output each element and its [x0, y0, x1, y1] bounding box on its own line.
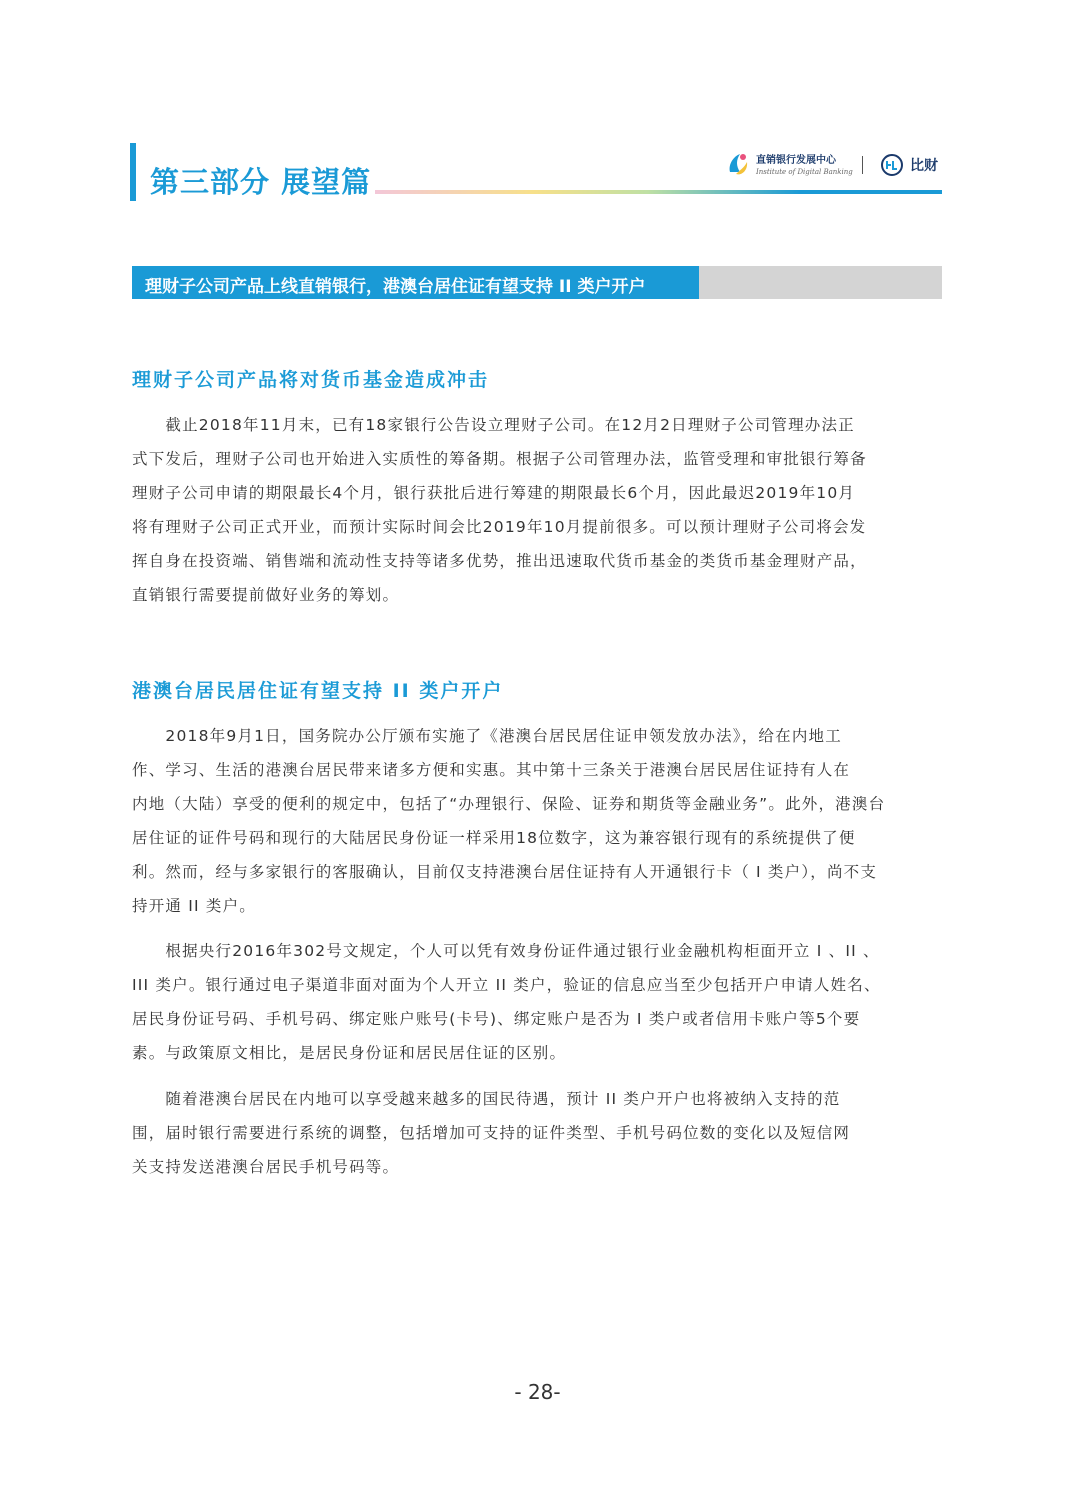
paragraph-line: 居民身份证号码、手机号码、绑定账户账号(卡号)、绑定账户是否为 I 类户或者信用卡账户等5个要: [132, 1010, 861, 1028]
institute-logo-text: [756, 155, 853, 177]
section-heading-2: 港澳台居民居住证有望支持 II 类户开户: [132, 680, 504, 702]
banner-title: 理财子公司产品上线直销银行，港澳台居住证有望支持 II 类户开户: [145, 277, 646, 297]
institute-name-en: Institute of Digital Banking: [756, 168, 853, 176]
paragraph-line: 利。然而，经与多家银行的客服确认，目前仅支持港澳台居住证持有人开通银行卡（ I 类户），尚不支: [132, 863, 878, 881]
paragraph: [132, 719, 942, 923]
paragraph: [132, 408, 942, 612]
paragraph-line: 将有理财子公司正式开业，而预计实际时间会比2019年10月提前很多。可以预计理财子公司将会发: [132, 518, 867, 536]
paragraph-line: 根据央行2016年302号文规定，个人可以凭有效身份证件通过银行业金融机构柜面开立 I 、II 、: [132, 942, 880, 960]
paragraph-line: 直销银行需要提前做好业务的筹划。: [132, 586, 400, 604]
paragraph-line: 内地（大陆）享受的便利的规定中，包括了“办理银行、保险、证券和期货等金融业务”。此外，港澳台: [132, 795, 886, 813]
paragraph-line: 随着港澳台居民在内地可以享受越来越多的国民待遇，预计 II 类户开户也将被纳入支持的范: [132, 1090, 841, 1108]
paragraph: [132, 1082, 942, 1184]
section-title: 第三部分 展望篇: [150, 165, 372, 199]
paragraph-line: 作、学习、生活的港澳台居民带来诸多方便和实惠。其中第十三条关于港澳台居民居住证持有人在: [132, 761, 851, 779]
paragraph: [132, 934, 942, 1070]
paragraph-line: 持开通 II 类户。: [132, 897, 256, 915]
paragraph-line: 式下发后，理财子公司也开始进入实质性的筹备期。根据子公司管理办法，监管受理和审批银行筹备: [132, 450, 867, 468]
paragraph-line: 围，届时银行需要进行系统的调整，包括增加可支持的证件类型、手机号码位数的变化以及短信网: [132, 1124, 851, 1142]
section-heading-1: 理财子公司产品将对货币基金造成冲击: [132, 369, 490, 391]
page-number: - 28-: [514, 1380, 561, 1404]
bicai-logo-icon: [880, 153, 904, 177]
paragraph-line: 素。与政策原文相比，是居民身份证和居民居住证的区别。: [132, 1044, 567, 1062]
paragraph-line: 居住证的证件号码和现行的大陆居民身份证一样采用18位数字，这为兼容银行现有的系统提供了便: [132, 829, 856, 847]
paragraph-line: 理财子公司申请的期限最长4个月，银行获批后进行筹建的期限最长6个月，因此最迟2019年10月: [132, 484, 856, 502]
logo-divider: [862, 156, 863, 174]
paragraph-line: III 类户。银行通过电子渠道非面对面为个人开立 II 类户，验证的信息应当至少包括开户申请人姓名、: [132, 976, 881, 994]
institute-logo-icon: [726, 150, 750, 178]
paragraph-line: 2018年9月1日，国务院办公厅颁布实施了《港澳台居民居住证申领发放办法》，给在内地工: [132, 727, 842, 745]
institute-name-cn: 直销银行发展中心: [756, 155, 836, 166]
paragraph-line: 挥自身在投资端、销售端和流动性支持等诸多优势，推出迅速取代货币基金的类货币基金理财产品，: [132, 552, 867, 570]
paragraph-line: 关支持发送港澳台居民手机号码等。: [132, 1158, 400, 1176]
header-gradient-rule: [375, 190, 942, 194]
header-accent-bar: [130, 143, 136, 201]
bicai-logo-text: 比财: [910, 158, 938, 174]
paragraph-line: 截止2018年11月末，已有18家银行公告设立理财子公司。在12月2日理财子公司管理办法正: [132, 416, 855, 434]
